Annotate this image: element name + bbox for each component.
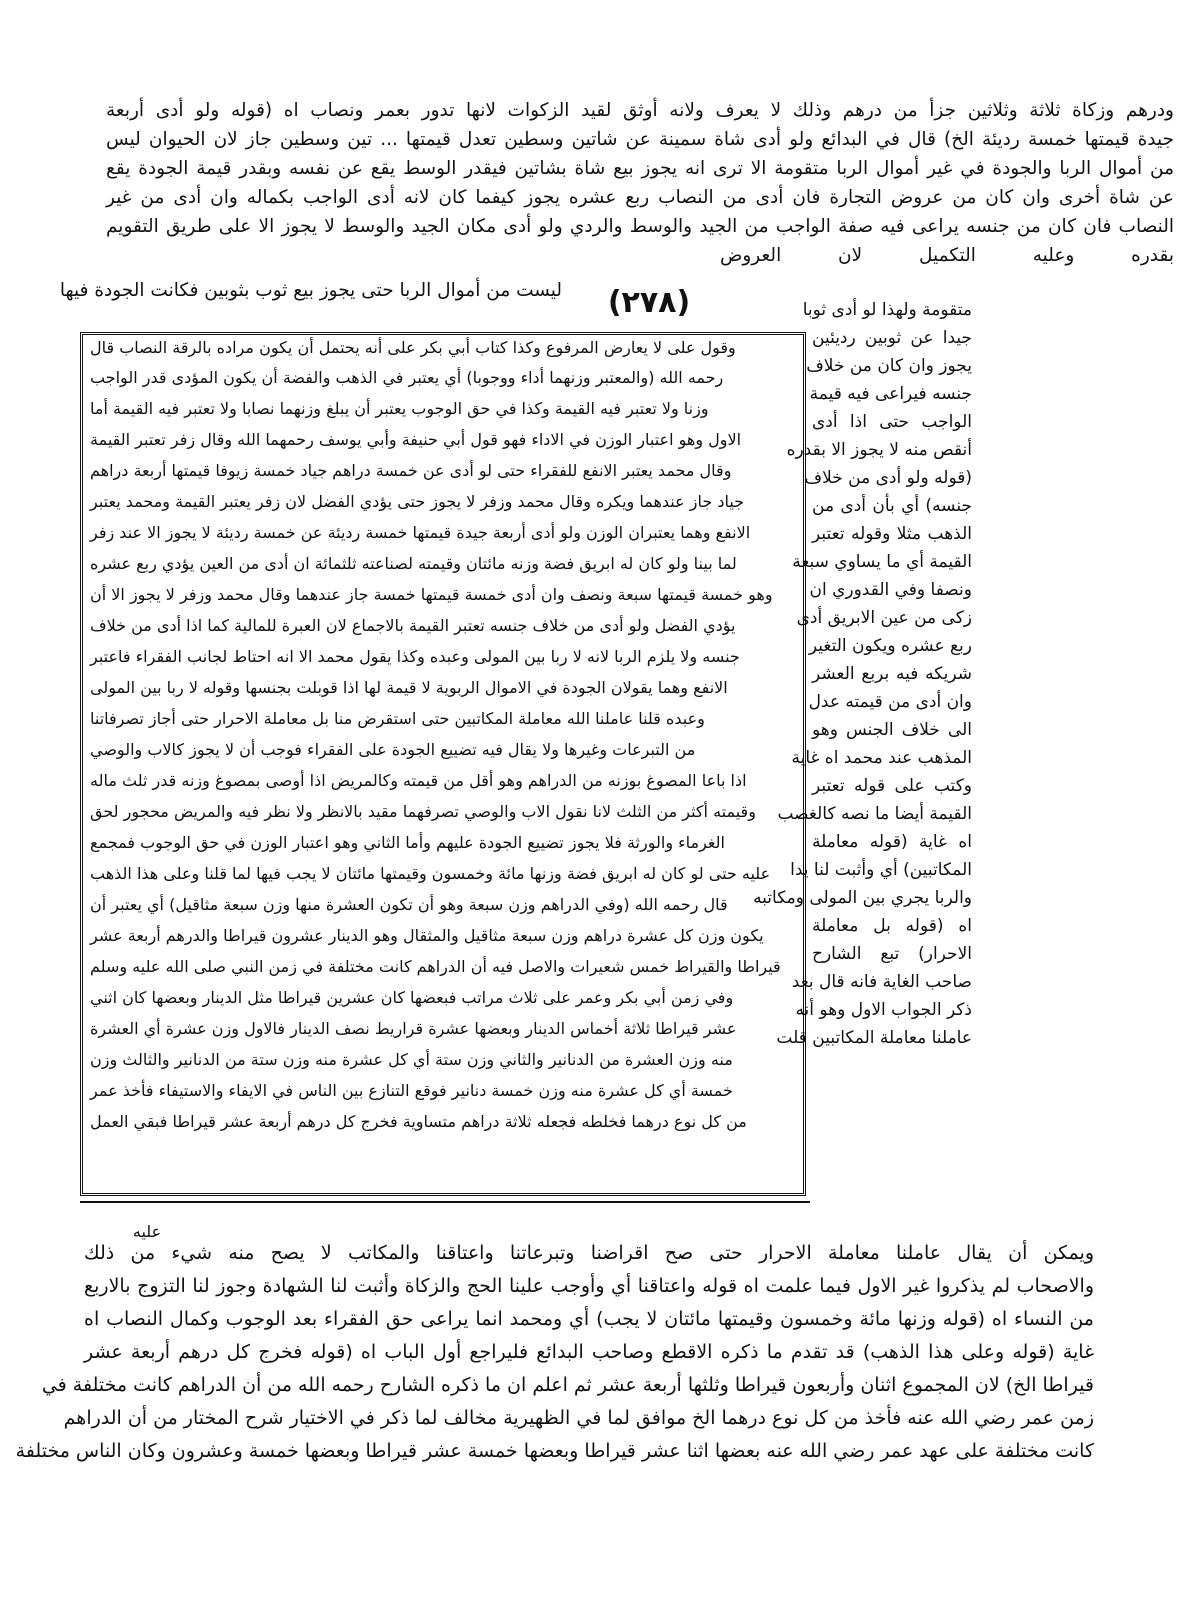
main-line: وعبده قلنا عاملنا الله معاملة المكاتبين حتى استقرض منا بل معاملة الاحرار حتى أجاز تصرفاتنا (90, 709, 705, 728)
bottom-line: ويمكن أن يقال عاملنا معاملة الاحرار حتى صح اقراضنا وتبرعاتنا واعتاقنا والمكاتب لا يصح منه شيء من ذلك (84, 1242, 1094, 1264)
bottom-line: كانت مختلفة على عهد عمر رضي الله عنه بعضها اثنا عشر قيراطا وبعضها خمسة عشر قيراطا وبعضها خمسة وعشرون وكان الناس مختلفة (15, 1440, 1094, 1462)
margin-line: (قوله ولو أدى من خلاف (804, 468, 972, 488)
main-line: لما بينا ولو كان له ابريق فضة وزنه مائتان وقيمته لصناعته ثلثمائة ان أدى من العين يؤدي ربع عشره (90, 554, 737, 573)
bottom-line: غاية (قوله وعلى هذا الذهب) قد تقدم ما ذكره الاقطع وصاحب البدائع فليراجع أول الباب اه (قوله فخرج كل درهم أربعة عشر (84, 1341, 1094, 1363)
top-line: النصاب فان كان من جنسه يراعى فيه صفة الواجب من الجيد والوسط والردي ولو أدى مكان الجيد والوسط لا يجوز الا على طريق التقويم (106, 216, 1174, 237)
margin-line: جيدا عن ثوبين رديئين (812, 328, 972, 348)
section-divider (80, 1201, 810, 1203)
margin-line: المذهب عند محمد اه غاية (791, 748, 972, 768)
page-number: (٢٧٨) (607, 285, 691, 320)
main-line: من التبرعات وغيرها ولا يقال فيه تضييع الجودة على الفقراء فوجب أن لا يجوز كالاب والوصي (90, 740, 696, 759)
main-line: وقيمته أكثر من الثلث لانا نقول الاب والوصي تصرفهما مقيد بالانظر ولا نظر فيه والمريض محجور لحق (90, 802, 756, 821)
margin-line: ونصفا وفي القدوري ان (809, 580, 972, 600)
margin-line: أنقص منه لا يجوز الا بقدره (786, 440, 972, 460)
main-line: رحمه الله (والمعتبر وزنهما أداء ووجوبا) أي يعتبر في الذهب والفضة أن يكون المؤدى قدر الواجب (90, 368, 724, 387)
margin-line: جنسه) أي بأن أدى من (812, 496, 972, 516)
margin-line: صاحب الغاية فانه قال بعد (791, 972, 972, 992)
top-line: عن شاة أخرى وان كان من عروض التجارة فان أدى من النصاب ربع عشره يجوز كيفما كان لانه أدى الواجب بكماله وان أدى من غير (106, 187, 1174, 208)
margin-line: وان أدى من قيمته عدل (808, 692, 972, 712)
margin-line: عاملنا معاملة المكاتبين قلت (776, 1028, 972, 1048)
main-line: عشر قيراطا ثلاثة أخماس الدينار وبعضها عشرة قراريط نصف الدينار فالاول وزن عشرة أي العشرة (90, 1019, 737, 1038)
main-line: اذا باعا المصوغ بوزنه من الدراهم وهو أقل من قيمته وكالمريض اذا أوصى بمصوغ وزنه قدر ثلث ماله (90, 771, 747, 790)
margin-line: اه غاية (قوله معاملة (812, 832, 972, 852)
margin-line: الواجب حتى اذا أدى (812, 412, 972, 432)
main-line: الغرماء والورثة فلا يجوز تضييع الجودة عليهم وأما الثاني وهو اعتبار الوزن في حق الوجوب فمجمع (90, 833, 725, 852)
margin-line: القيمة أي ما يساوي سبعة (792, 552, 972, 572)
bottom-line: والاصحاب لم يذكروا غير الاول فيما علمت اه قوله واعتاقنا أي وأوجب علينا الحج والزكاة وأثبت لنا الشهادة وجوز لنا التزوج بالاربع (84, 1275, 1094, 1297)
bottom-line: من النساء اه (قوله وزنها مائة وخمسون وقيمتها مائتان لا يجب) أي ومحمد انما يراعى حق الفقراء بعد الوجوب وكمال النصاب اه (84, 1308, 1094, 1330)
top-line: جيدة قيمتها خمسة رديئة الخ) قال في البدائع ولو أدى شاة سمينة عن شاتين وسطين تعدل قيمتها ... تين وسطين جاز لان الحيوان ليس (106, 129, 1174, 150)
main-line: الانفع وهما يقولان الجودة في الاموال الربوية لا قيمة لها اذا قوبلت بجنسها وقوله لا ربا بين المولى (90, 678, 728, 697)
margin-line: الذهب مثلا وقوله تعتبر (812, 524, 972, 544)
margin-line: ذكر الجواب الاول وهو أنه (795, 1000, 972, 1020)
margin-line: ربع عشره ويكون التغير (808, 636, 972, 656)
main-line: الانفع وهما يعتبران الوزن ولو أدى أربعة جيدة قيمتها خمسة رديئة عن خمسة رديئة لا يجوز الا عند زفر (90, 523, 751, 542)
main-line: وفي زمن أبي بكر وعمر على ثلاث مراتب فبعضها كان عشرين قيراطا مثل الدينار وبعضها كان اثني (90, 988, 734, 1007)
footnote-marker: عليه (132, 1222, 162, 1241)
top-line: ليست من أموال الربا حتى يجوز بيع ثوب بثوبين فكانت الجودة فيها (59, 280, 562, 301)
margin-line: القيمة أيضا ما نصه كالغصب (777, 804, 972, 824)
margin-line: جنسه فيراعى فيه قيمة (809, 384, 972, 404)
main-line: خمسة أي كل عشرة منه وزن خمسة دنانير فوقع التنازع بين الناس في الايفاء والاستيفاء فأخذ عمر (90, 1081, 733, 1100)
margin-line: شريكه فيه بربع العشر (812, 664, 972, 684)
top-line: بقدره وعليه التكميل لان العروض (720, 245, 1174, 266)
main-line: وهو خمسة قيمتها سبعة ونصف وان أدى خمسة قيمتها خمسة جاز عندهما وقال محمد وزفر لا يجوز الا أن (90, 585, 773, 604)
margin-line: متقومة ولهذا لو أدى ثوبا (802, 300, 972, 320)
main-line: منه وزن العشرة من الدنانير والثاني وزن ستة أي كل عشرة منه وزن ستة من الدنانير والثالث وزن (90, 1050, 733, 1069)
margin-line: يجوز وان كان من خلاف (806, 356, 972, 376)
main-line: يؤدي الفضل ولو أدى من خلاف جنسه تعتبر القيمة بالاجماع لان العبرة للمالية كما اذا أدى من خلاف (90, 616, 736, 635)
margin-line: والربا يجري بين المولى ومكاتبه (753, 888, 972, 908)
margin-line: الاحرار) تبع الشارح (812, 944, 972, 964)
margin-line: الى خلاف الجنس وهو (812, 720, 972, 740)
main-line: جياد جاز عندهما ويكره وقال محمد وزفر لا يجوز حتى يؤدي الفضل لان زفر يعتبر القيمة ومحمد يعتبر (90, 492, 745, 511)
margin-line: زكى من عين الابريق أدى (796, 608, 972, 628)
main-line: وقال محمد يعتبر الانفع للفقراء حتى لو أدى عن خمسة دراهم جياد خمسة زيوفا قيمتها أربعة دراهم (90, 461, 732, 480)
bottom-line: قيراطا الخ) لان المجموع اثنان وأربعون قيراطا وثلثها أربعة عشر ثم اعلم ان ما ذكره الشارح رحمه الله من أن الدراهم كانت مختلفة في (41, 1374, 1094, 1396)
main-line: الاول وهو اعتبار الوزن في الاداء فهو قول أبي حنيفة وأبي يوسف رحمهما الله وقال زفر تعتبر القيمة (90, 430, 742, 449)
main-line: وقول على لا يعارض المرفوع وكذا كتاب أبي بكر على أنه يحتمل أن يكون مراده بالرقة النصاب قال (90, 338, 736, 357)
margin-line: وكتب على قوله تعتبر (812, 776, 972, 796)
main-line: جنسه ولا يلزم الربا لانه لا ربا بين المولى وعبده وكذا يقول محمد الا انه احتاط لجانب الفقراء فاعتبر (90, 647, 740, 666)
main-line: قيراطا والقيراط خمس شعيرات والاصل فيه أن الدراهم كانت مختلفة في زمن النبي صلى الله عليه وسلم (90, 957, 781, 976)
margin-line: اه (قوله بل معاملة (812, 916, 972, 936)
bottom-line: زمن عمر رضي الله عنه فأخذ من كل نوع درهما الخ موافق لما في الظهيرية مخالف لما ذكر في الاختيار شرح المختار من أن الدراهم (63, 1407, 1094, 1429)
main-line: من كل نوع درهما فخلطه فجعله ثلاثة دراهم متساوية فخرج كل درهم أربعة عشر قيراطا فبقي العمل (90, 1112, 747, 1131)
main-line: عليه حتى لو كان له ابريق فضة وزنها مائة وخمسون وقيمتها مائتان لا يجب فيها لما قلنا وعلى هذا الذهب (90, 864, 771, 883)
main-line: وزنا ولا تعتبر فيه القيمة وكذا في حق الوجوب يعتبر أن يبلغ وزنهما نصابا ولا تعتبر فيه القيمة أما (90, 399, 709, 418)
margin-line: المكاتبين) أي وأثبت لنا يدا (790, 860, 972, 880)
top-line: ودرهم وزكاة ثلاثة وثلاثين جزأ من درهم وذلك لا يعرف ولانه أوثق لقيد الزكوات لانها تدور بعمر ونصاب اه (قوله ولو أدى أربعة (106, 100, 1174, 121)
main-line: قال رحمه الله (وفي الدراهم وزن سبعة وهو أن تكون العشرة منها وزن سبعة مثاقيل) أي يعتبر أن (90, 895, 728, 914)
main-line: يكون وزن كل عشرة دراهم وزن سبعة مثاقيل والمثقال وهو الدينار عشرون قيراطا والدرهم أربعة عشر (90, 926, 764, 945)
top-line: من أموال الربا والجودة في غير أموال الربا متقومة الا ترى انه يجوز بيع شاة بشاتين فيقدر الوسط يقع عن نفسه وبقدر قيمة الجودة يقع (106, 158, 1174, 179)
